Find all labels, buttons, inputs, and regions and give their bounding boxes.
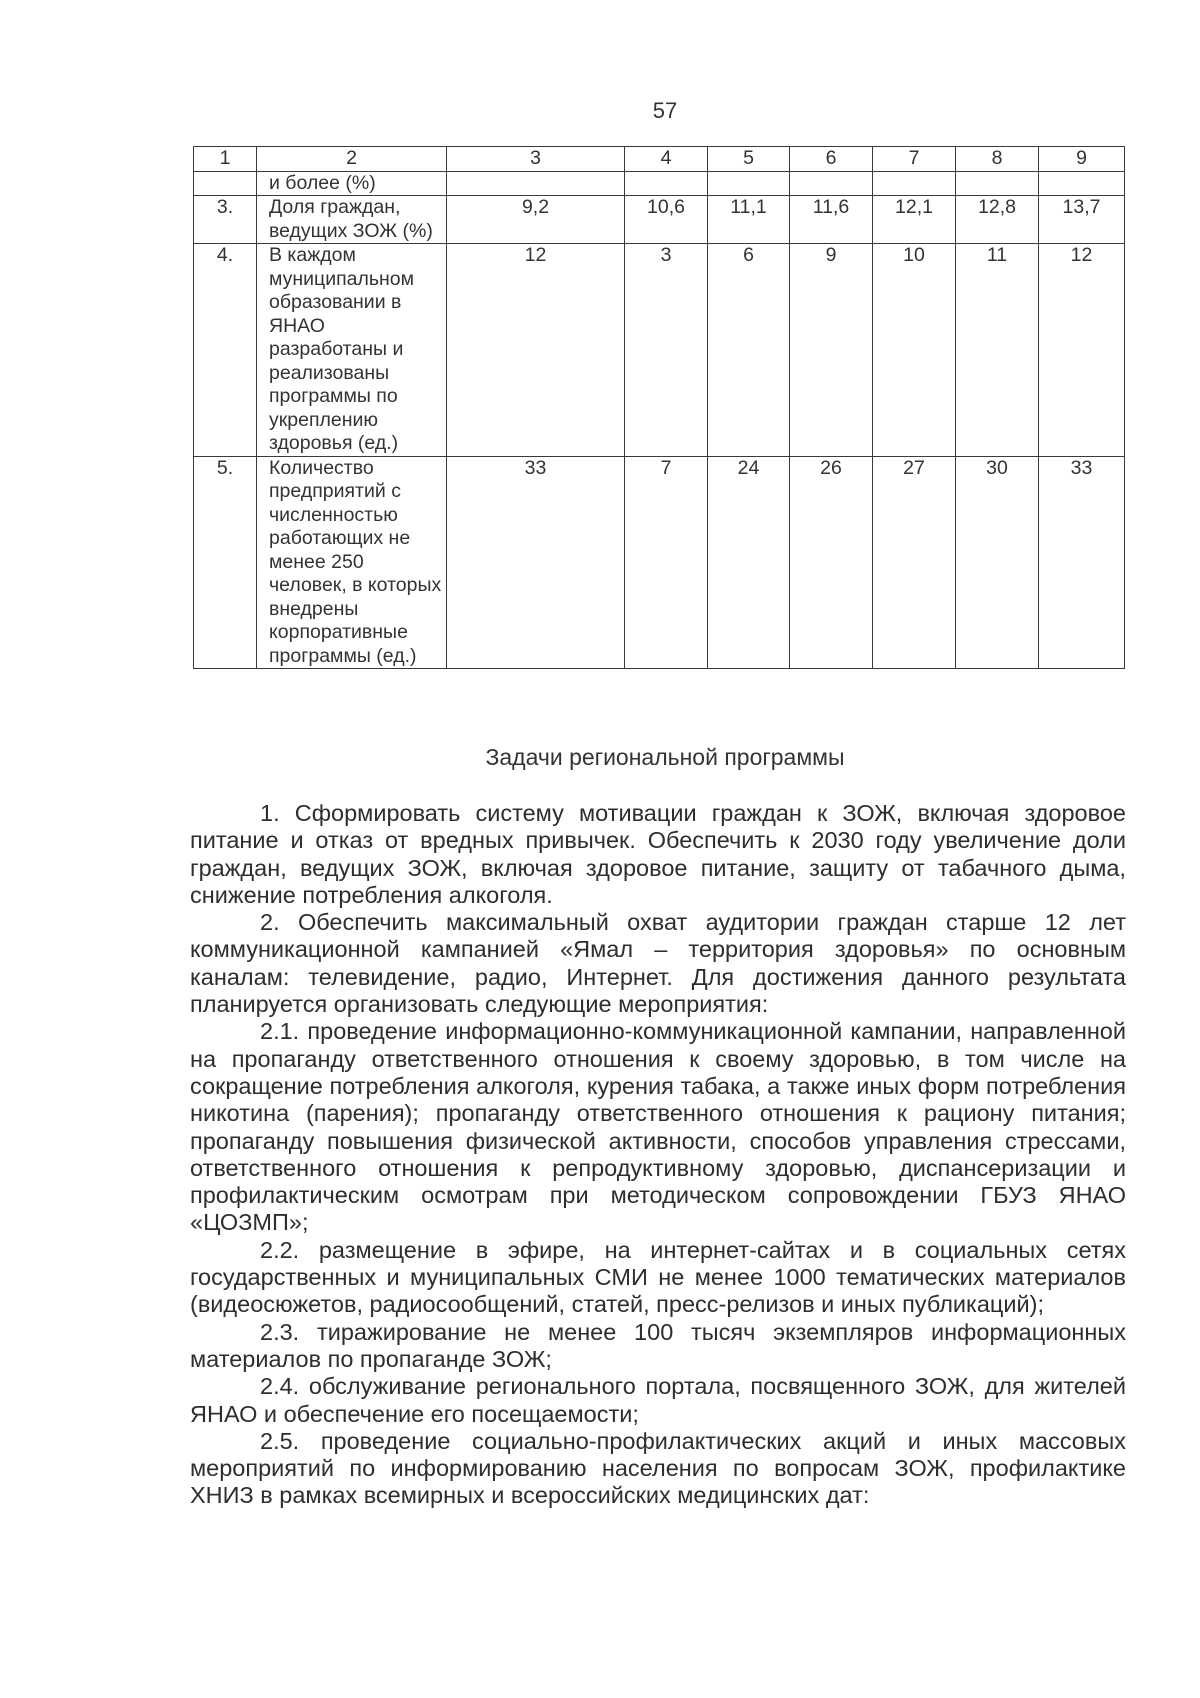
table-row xyxy=(194,244,1125,457)
indicator-value: 6 xyxy=(708,244,790,457)
column-number-4: 4 xyxy=(625,147,708,172)
column-number-8: 8 xyxy=(956,147,1039,172)
indicator-name: Количество предприятий с численностью работающих не менее 250 человек, в которых внедрены корпоративные программы (ед.) xyxy=(257,456,447,669)
indicator-value: 11,1 xyxy=(708,196,790,244)
paragraph: 1. Сформировать систему мотивации граждан к ЗОЖ, включая здоровое питание и отказ от вредных привычек. Обеспечить к 2030 году увеличение доли граждан, ведущих ЗОЖ, включая здоровое питание, защиту от табачного дыма, снижение потребления алкоголя. xyxy=(190,800,1126,908)
indicator-name: Доля граждан, ведущих ЗОЖ (%) xyxy=(257,196,447,244)
indicator-value: 27 xyxy=(873,456,956,669)
indicator-value xyxy=(956,171,1039,196)
paragraph: 2.1. проведение информационно-коммуникационной кампании, направленной на пропаганду ответственного отношения к своему здоровью, в том числе на сокращение потребления алкоголя, курения табака, а также иных форм потребления никотина (парения); пропаганду ответственного отношения к рациону питания; пропаганду повышения физической активности, способов управления стрессами, ответственного отношения к репродуктивному здоровью, диспансеризации и профилактическим осмотрам при методическом сопровождении ГБУЗ ЯНАО «ЦОЗМП»; xyxy=(190,1018,1126,1236)
column-number-7: 7 xyxy=(873,147,956,172)
table-header-row xyxy=(194,147,1125,172)
indicator-value xyxy=(873,171,956,196)
column-number-6: 6 xyxy=(790,147,873,172)
indicator-value: 12,8 xyxy=(956,196,1039,244)
body-text xyxy=(190,800,1126,1510)
indicator-value: 24 xyxy=(708,456,790,669)
indicator-value: 30 xyxy=(956,456,1039,669)
indicators-table xyxy=(193,146,1125,669)
paragraph: 2.4. обслуживание регионального портала, посвященного ЗОЖ, для жителей ЯНАО и обеспечение его посещаемости; xyxy=(190,1373,1126,1427)
indicator-name: В каждом муниципальном образовании в ЯНАО разработаны и реализованы программы по укреплению здоровья (ед.) xyxy=(257,244,447,457)
table-row xyxy=(194,456,1125,669)
paragraph: 2.2. размещение в эфире, на интернет-сайтах и в социальных сетях государственных и муниципальных СМИ не менее 1000 тематических материалов (видеосюжетов, радиосообщений, статей, пресс-релизов и иных публикаций); xyxy=(190,1236,1126,1318)
table-row xyxy=(194,171,1125,196)
column-number-3: 3 xyxy=(447,147,625,172)
indicator-value: 26 xyxy=(790,456,873,669)
indicator-value: 12,1 xyxy=(873,196,956,244)
column-number-9: 9 xyxy=(1039,147,1125,172)
row-index: 3. xyxy=(194,196,257,244)
indicator-value xyxy=(1039,171,1125,196)
column-number-1: 1 xyxy=(194,147,257,172)
table-row xyxy=(194,196,1125,244)
row-index xyxy=(194,171,257,196)
paragraph: 2. Обеспечить максимальный охват аудитории граждан старше 12 лет коммуникационной кампанией «Ямал – территория здоровья» по основным каналам: телевидение, радио, Интернет. Для достижения данного результата планируется организовать следующие мероприятия: xyxy=(190,909,1126,1018)
paragraph: 2.5. проведение социально-профилактических акций и иных массовых мероприятий по информированию населения по вопросам ЗОЖ, профилактике ХНИЗ в рамках всемирных и всероссийских медицинских дат: xyxy=(190,1427,1126,1509)
column-number-2: 2 xyxy=(257,147,447,172)
indicator-value: 9 xyxy=(790,244,873,457)
indicator-value: 13,7 xyxy=(1039,196,1125,244)
indicator-value: 12 xyxy=(1039,244,1125,457)
page-number: 57 xyxy=(652,98,678,123)
indicator-value: 7 xyxy=(625,456,708,669)
indicators-table-body xyxy=(194,147,1125,669)
column-number-5: 5 xyxy=(708,147,790,172)
indicator-value: 11 xyxy=(956,244,1039,457)
section-title: Задачи региональной программы xyxy=(485,744,845,770)
indicator-value xyxy=(447,171,625,196)
indicator-value: 10,6 xyxy=(625,196,708,244)
indicator-name: и более (%) xyxy=(257,171,447,196)
indicator-value xyxy=(708,171,790,196)
indicator-value: 9,2 xyxy=(447,196,625,244)
indicator-value xyxy=(625,171,708,196)
indicator-value xyxy=(790,171,873,196)
row-index: 4. xyxy=(194,244,257,457)
row-index: 5. xyxy=(194,456,257,669)
indicator-value: 3 xyxy=(625,244,708,457)
paragraph: 2.3. тиражирование не менее 100 тысяч экземпляров информационных материалов по пропаганде ЗОЖ; xyxy=(190,1318,1126,1372)
indicator-value: 10 xyxy=(873,244,956,457)
indicator-value: 33 xyxy=(447,456,625,669)
indicator-value: 12 xyxy=(447,244,625,457)
indicator-value: 33 xyxy=(1039,456,1125,669)
indicator-value: 11,6 xyxy=(790,196,873,244)
